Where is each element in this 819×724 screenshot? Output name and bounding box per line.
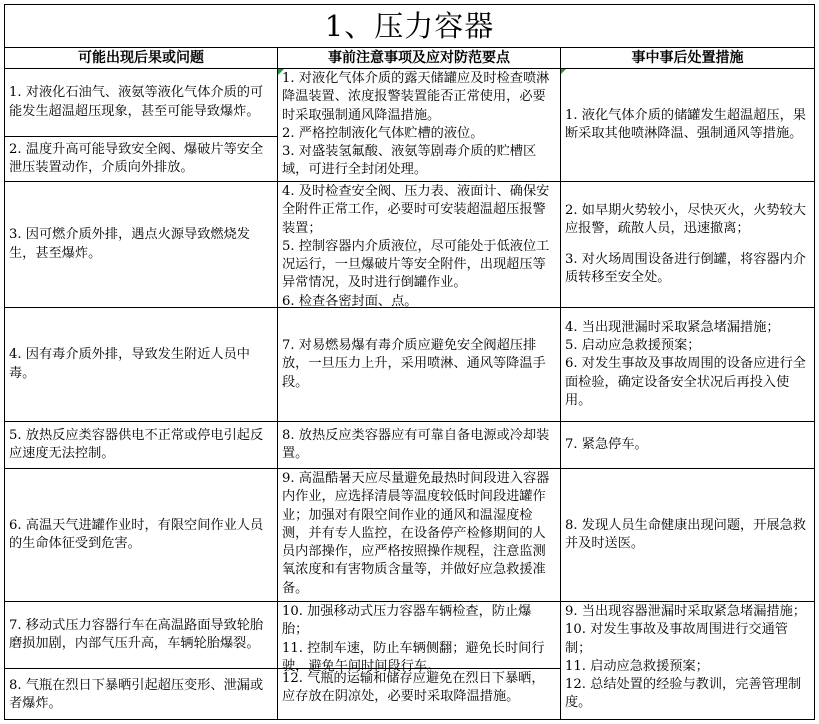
consequence-cell-4: 4. 因有毒介质外排，导致发生附近人员中毒。 [5,308,277,422]
pressure-vessel-table [4,4,815,720]
response-item: 4. 当出现泄漏时采取紧急堵漏措施； [565,319,780,335]
response-cell-1: 1. 液化气体介质的储罐发生超温超压，果断采取其他喷淋降温、强制通风等措施。 [561,69,814,182]
prevention-cell-7: 12. 气瓶的运输和储存应避免在烈日下暴晒，应存放在阴凉处，必要时采取降温措施。 [282,671,545,705]
consequence-cell-6: 6. 高温天气进罐作业时，有限空间作业人员的生命体征受到危害。 [5,469,277,602]
response-item: 3. 对火场周围设备进行倒罐，将容器内介质转移至安全处。 [565,251,806,285]
response-cell-5: 8. 发现人员生命健康出现问题，开展急救并及时送医。 [561,469,814,602]
response-item: 5. 启动应急救援预案； [565,338,701,354]
prevention-cell-6 [278,602,560,674]
consequence-cell-5: 5. 放热反应类容器供电不正常或停电引起反应速度无法控制。 [5,422,277,469]
consequence-cell-2: 2. 温度升高可能导致安全阀、爆破片等安全泄压装置动作，介质向外排放。 [5,137,277,182]
prevention-item: 6. 检查各密封面、点。 [282,293,418,309]
prevention-item: 2. 严格控制液化气体贮槽的液位。 [282,125,484,141]
header-prevention: 事前注意事项及应对防范要点 [278,47,560,69]
consequence-cell-7: 7. 移动式压力容器行车在高温路面导致轮胎磨损加剧，内部气压升高，车辆轮胎爆裂。 [5,602,277,669]
response-cell-3 [561,308,814,422]
prevention-cell-5: 9. 高温酷暑天应尽量避免最热时间段进入容器内作业，应选择清晨等温度较低时间段进罐作业；加强对有限空间作业的通风和温湿度检测，并有专人监控，在设备停产检修期间的人员内部操作，应严格按照操作规程，注意监测氧浓度和有害物质含量等，并做好应急救援准备。 [278,469,560,602]
response-item: 10. 对发生事故及事故周围进行交通管制； [565,622,788,656]
response-item: 12. 总结处置的经验与教训，完善管理制度。 [565,677,802,711]
prevention-cell-1 [278,69,560,182]
response-item: 6. 对发生事故及事故周围的设备应进行全面检验，确定设备安全状况后再投入使用。 [565,356,806,408]
prevention-item: 5. 控制容器内介质液位，尽可能处于低液位工况运行，一旦爆破片等安全附件，出现超压等异常情况，及时进行倒罐作业。 [282,238,550,291]
prevention-item: 4. 及时检查安全阀、压力表、液面计、确保安全附件正常工作，必要时可安装超温超压报警装置； [282,184,550,236]
response-cell-2 [561,182,814,308]
consequence-cell-8: 8. 气瓶在烈日下暴晒引起超压变形、泄漏或者爆炸。 [9,677,264,711]
prevention-item: 1. 对液化气体介质的露天储罐应及时检查喷淋降温装置、浓度报警装置能否正常使用，必要时采取强制通风降温措施。 [282,71,550,123]
prevention-item: 10. 加强移动式压力容器车辆检查，防止爆胎； [282,604,532,638]
consequence-cell-3: 3. 因可燃介质外排，遇点火源导致燃烧发生，甚至爆炸。 [5,182,277,308]
response-item: 2. 如早期火势较小，尽快灭火，火势较大应报警，疏散人员，迅速撤离； [565,202,806,237]
response-cell-6 [561,602,814,721]
comment-marker-icon [561,69,566,74]
prevention-cell-4: 8. 放热反应类容器应有可靠自备电源或冷却装置。 [278,422,560,469]
response-cell-4: 7. 紧急停车。 [561,422,814,469]
prevention-cell-2 [278,182,560,308]
response-item: 11. 启动应急救援预案； [565,658,709,674]
header-consequences: 可能出现后果或问题 [5,47,277,69]
response-item: 9. 当出现容器泄漏时采取紧急堵漏措施； [565,604,806,619]
prevention-item: 11. 控制车速，防止车辆侧翻；避免长时间行驶，避免午间时间段行车。 [282,640,545,674]
consequence-cell-1: 1. 对液化石油气、液氨等液化气体介质的可能发生超温超压现象，甚至可能导致爆炸。 [5,69,277,137]
header-response: 事中事后处置措施 [561,47,814,69]
page-title: 1、压力容器 [5,5,814,48]
prevention-cell-3: 7. 对易燃易爆有毒介质应避免安全阀超压排放，一旦压力上升，采用喷淋、通风等降温手段。 [278,308,560,422]
comment-marker-icon [278,69,284,75]
prevention-item: 3. 对盛装氢氟酸、液氨等剧毒介质的贮槽区域，可进行全封闭处理。 [282,144,537,178]
